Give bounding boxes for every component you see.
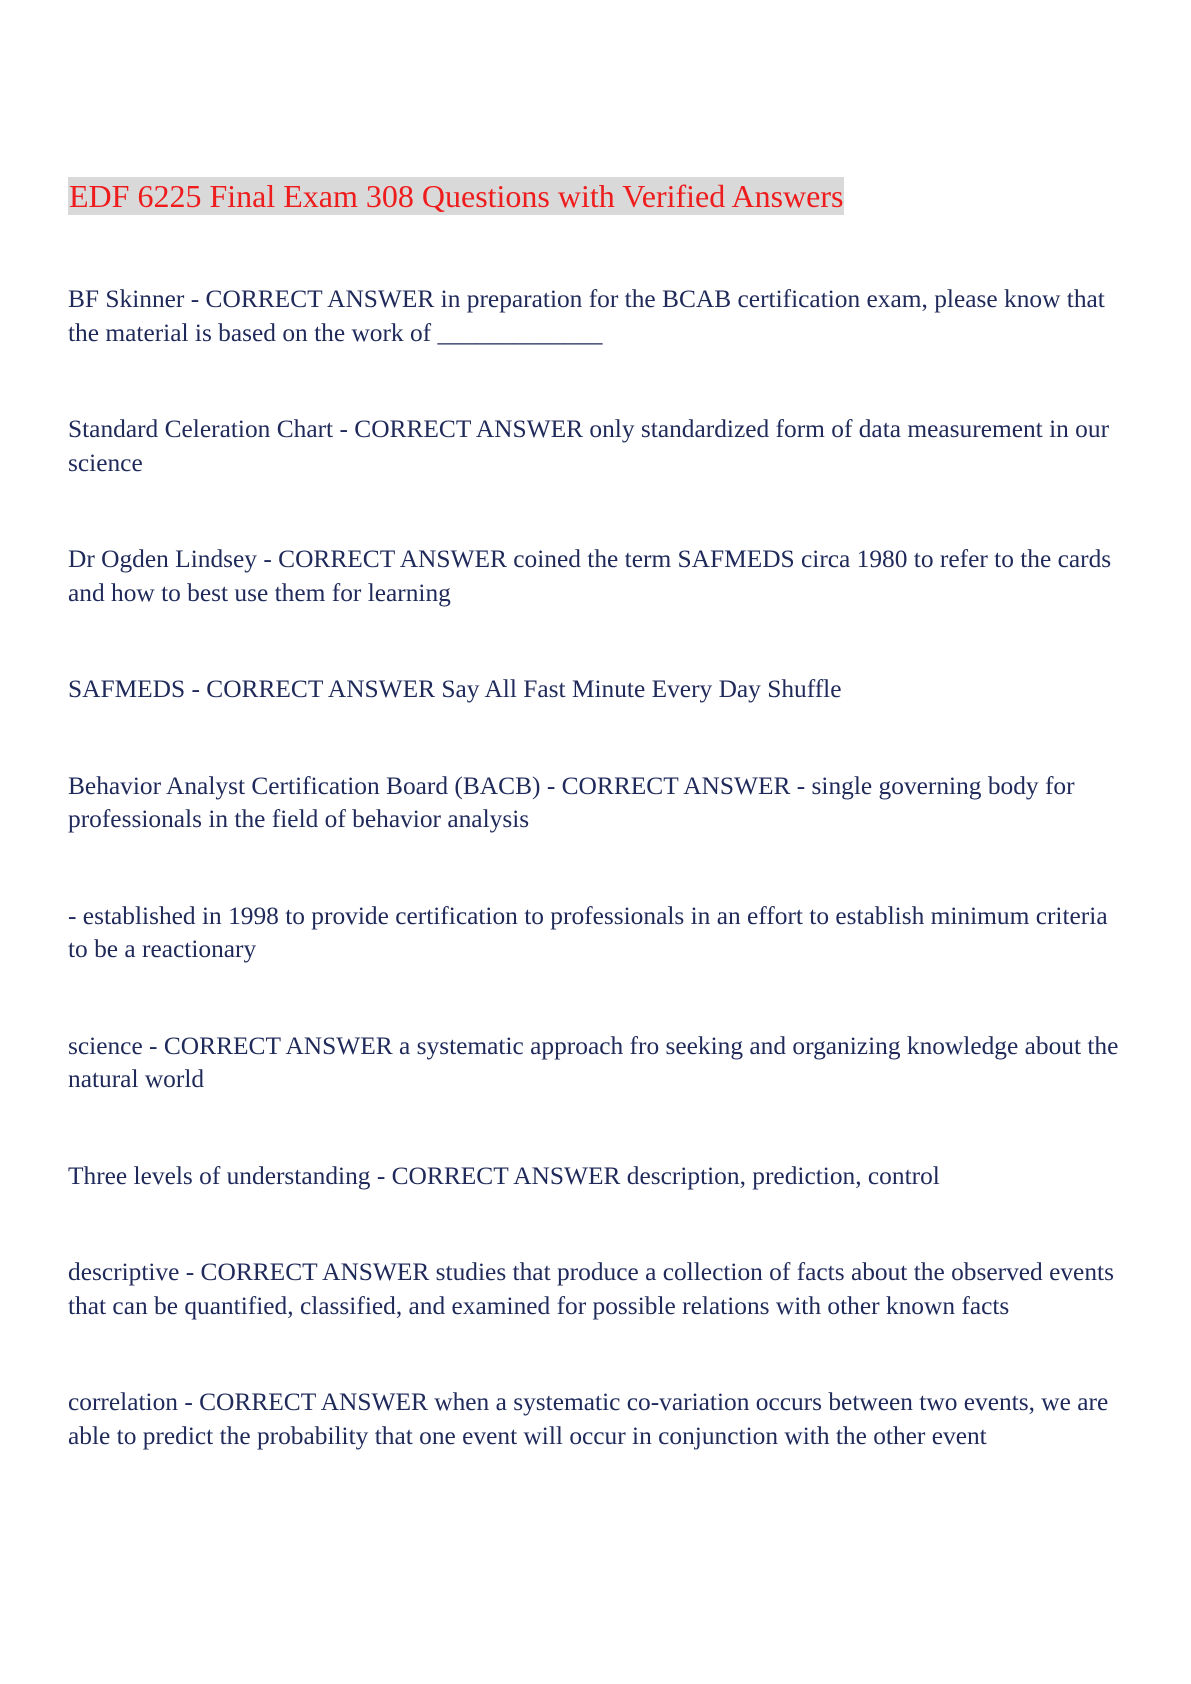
flashcard-entry-8: Three levels of understanding - CORRECT ANSWER description, prediction, control [68,1161,940,1190]
flashcard-entry-9: descriptive - CORRECT ANSWER studies that produce a collection of facts about the observed events that can be quantified, classified, and examined for possible relations with other known facts [68,1258,1114,1320]
flashcard-entry-2: Standard Celeration Chart - CORRECT ANSWER only standardized form of data measurement in our science [68,415,1110,477]
flashcard-entry-7: science - CORRECT ANSWER a systematic approach fro seeking and organizing knowledge about the natural world [68,1031,1119,1093]
document-title-block [68,177,844,215]
flashcard-entry-6: - established in 1998 to provide certification to professionals in an effort to establish minimum criteria to be a reactionary [68,901,1108,963]
flashcard-entry-5: Behavior Analyst Certification Board (BACB) - CORRECT ANSWER - single governing body for professionals in the field of behavior analysis [68,771,1075,833]
flashcard-entry-4: SAFMEDS - CORRECT ANSWER Say All Fast Minute Every Day Shuffle [68,675,842,703]
flashcard-entry-10: correlation - CORRECT ANSWER when a systematic co-variation occurs between two events, we are able to predict the probability that one event will occur in conjunction with the other event [68,1388,1109,1450]
document-title: EDF 6225 Final Exam 308 Questions with Verified Answers [69,178,844,214]
flashcard-entry-3: Dr Ogden Lindsey - CORRECT ANSWER coined the term SAFMEDS circa 1980 to refer to the cards and how to best use them for learning [68,545,1112,607]
flashcard-list [68,283,1133,1516]
flashcard-entry-1: BF Skinner - CORRECT ANSWER in preparation for the BCAB certification exam, please know that the material is based on the work of _____________ [68,285,1105,347]
